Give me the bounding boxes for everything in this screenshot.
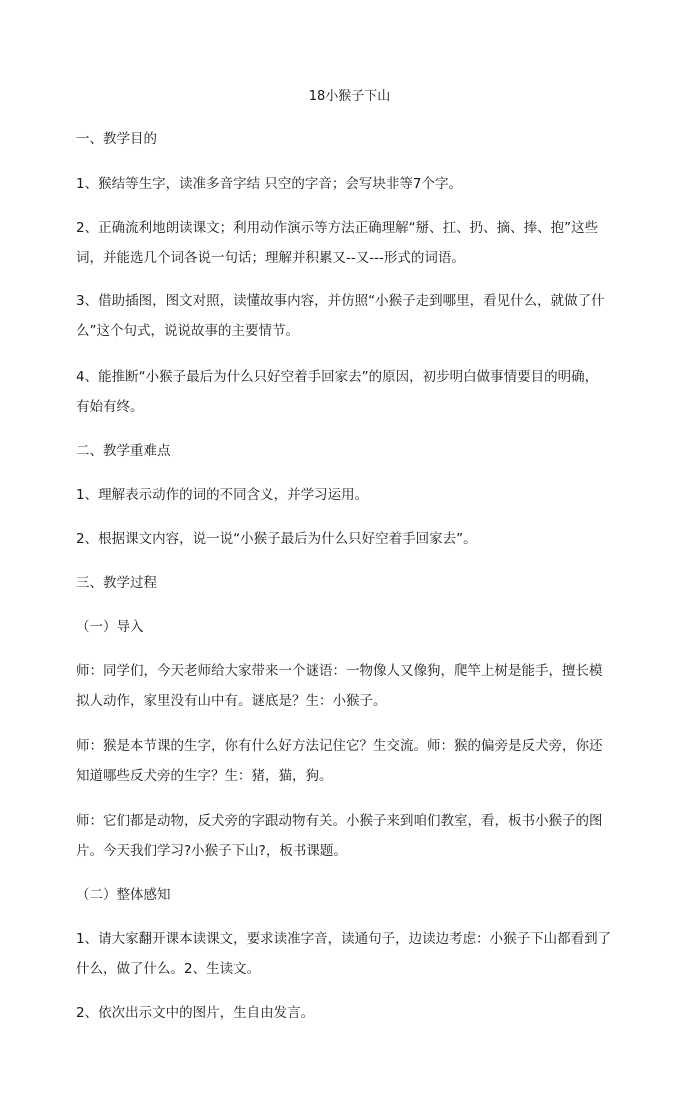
section-heading-objectives: 一、教学目的 (76, 131, 157, 147)
paragraph-line: 师：猴是本节课的生字，你有什么好方法记住它？生交流。师：猴的偏旁是反犬旁，你还 (76, 738, 603, 754)
section-heading-process: 三、教学过程 (76, 575, 157, 591)
paragraph-line: 4、能推断“小猴子最后为什么只好空着手回家去”的原因，初步明白做事情要目的明确， (76, 369, 599, 385)
section-heading-key-points: 二、教学重难点 (76, 443, 171, 459)
paragraph-line: 1、猴结等生字，读准多音字结 只空的字音；会写块非等7个字。 (76, 176, 462, 192)
paragraph-line: 师：同学们，今天老师给大家带来一个谜语：一物像人又像狗，爬竿上树是能手，擅长模 (76, 663, 603, 679)
paragraph-line: 2、根据课文内容，说一说“小猴子最后为什么只好空着手回家去”。 (76, 531, 477, 547)
paragraph-line: 1、请大家翻开课本读课文，要求读准字音，读通句子，边读边考虑：小猴子下山都看到了 (76, 931, 612, 947)
paragraph-line: 拟人动作，家里没有山中有。谜底是？生：小猴子。 (76, 693, 387, 709)
paragraph-line: 师：它们都是动物，反犬旁的字跟动物有关。小猴子来到咱们教室，看，板书小猴子的图 (76, 813, 603, 829)
paragraph-line: 词，并能选几个词各说一句话；理解并积累又--又---形式的词语。 (76, 250, 465, 266)
paragraph-line: 么”这个句式，说说故事的主要情节。 (76, 323, 299, 339)
paragraph-line: 片。今天我们学习?小猴子下山?，板书课题。 (76, 843, 347, 859)
paragraph-line: 1、理解表示动作的词的不同含义，并学习运用。 (76, 487, 369, 503)
document-title: 18小猴子下山 (308, 89, 391, 104)
paragraph-line: 2、依次出示文中的图片，生自由发言。 (76, 1005, 315, 1021)
subsection-heading-intro: （一）导入 (76, 619, 144, 635)
paragraph-line: 什么，做了什么。2、生读文。 (76, 961, 261, 977)
paragraph-line: 2、正确流利地朗读课文；利用动作演示等方法正确理解“掰、扛、扔、摘、捧、抱”这些 (76, 220, 599, 236)
paragraph-line: 知道哪些反犬旁的生字？生：猪，猫，狗。 (76, 768, 333, 784)
subsection-heading-overview: （二）整体感知 (76, 887, 171, 903)
paragraph-line: 有始有终。 (76, 399, 144, 415)
paragraph-line: 3、借助插图，图文对照，读懂故事内容，并仿照“小猴子走到哪里，看见什么，就做了什 (76, 293, 605, 309)
